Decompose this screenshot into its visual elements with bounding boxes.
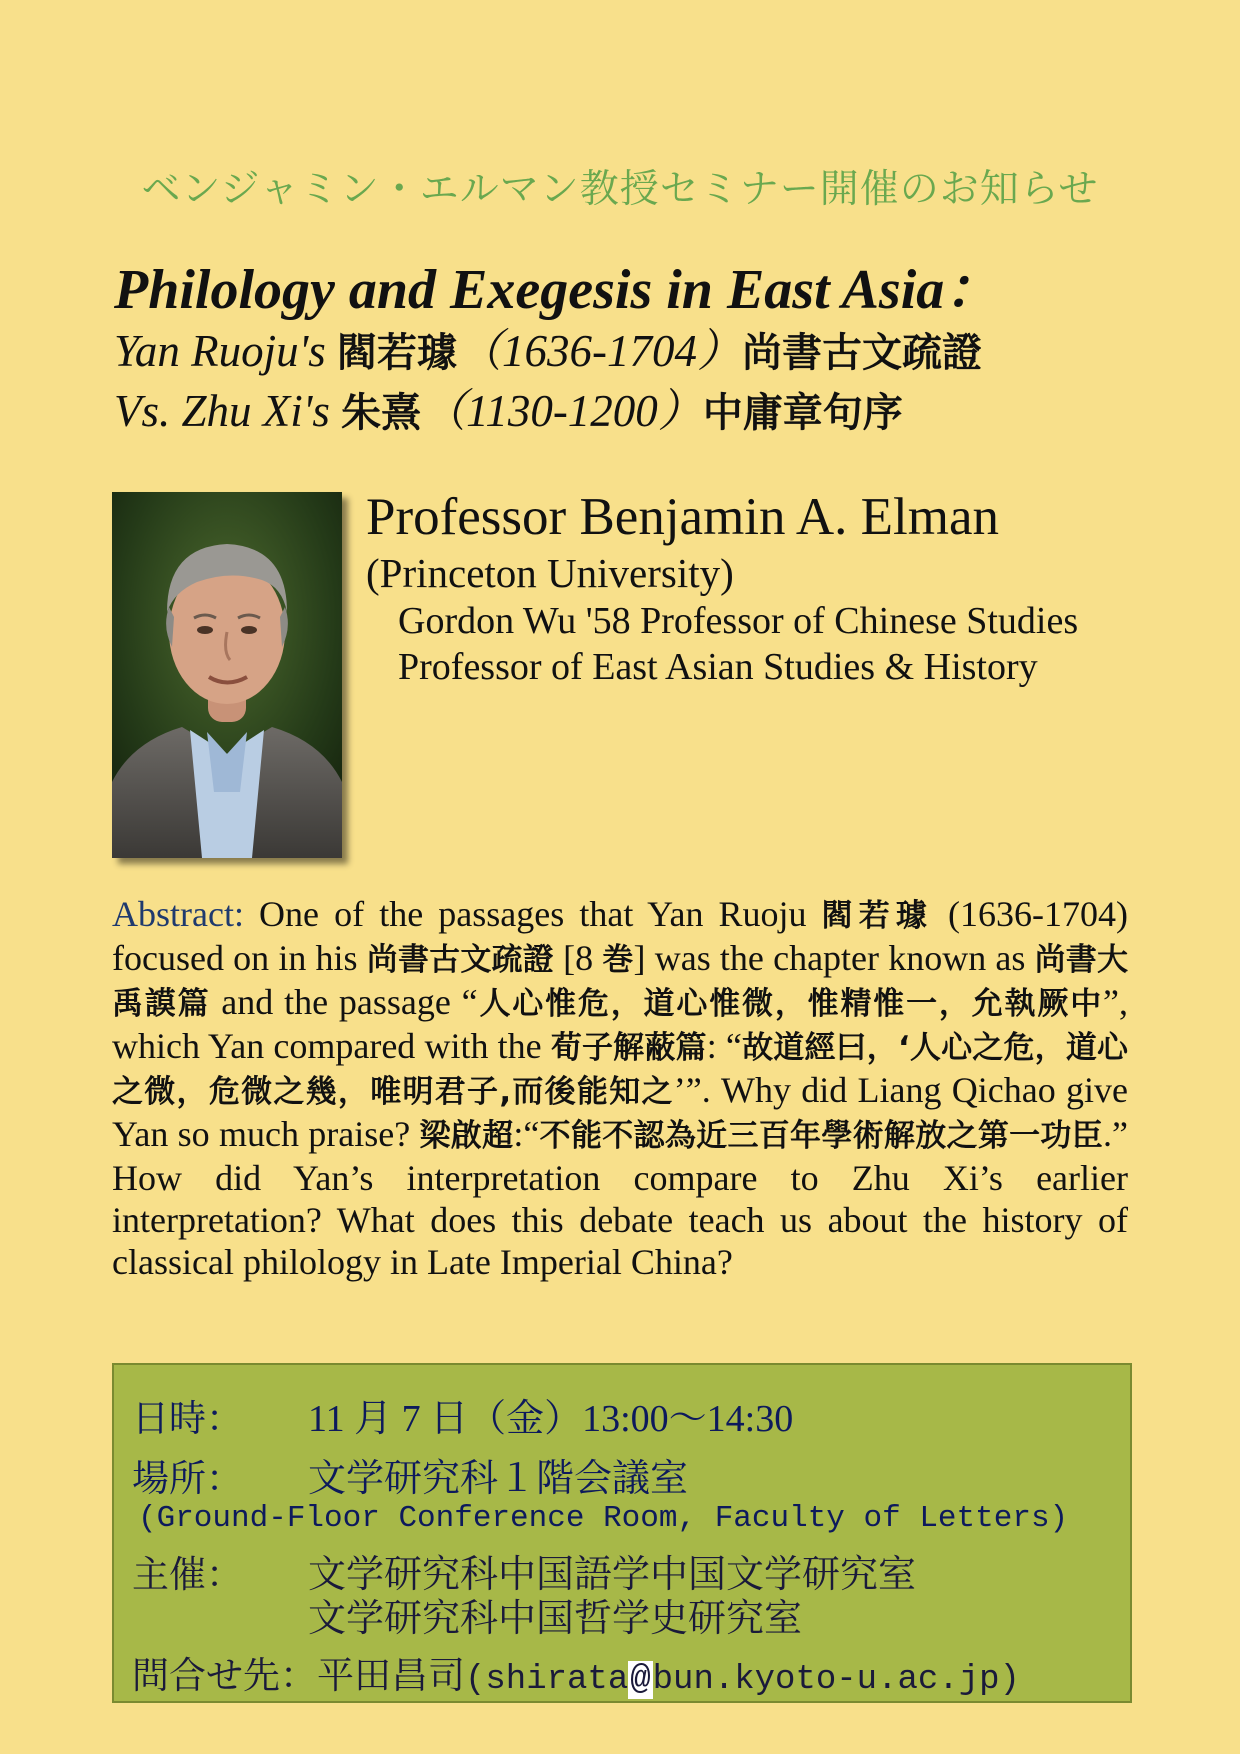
speaker-position-2: Professor of East Asian Studies & History — [398, 646, 1038, 688]
abstract-label: Abstract: — [112, 894, 244, 934]
abstract-cjk: 尚書古文疏證 — [366, 942, 554, 978]
speaker-affiliation: (Princeton University) — [366, 550, 734, 596]
contact-email-prefix: (shirata — [465, 1661, 629, 1699]
contact-label: 問合せ先： — [132, 1654, 317, 1697]
abstract-cjk: 荀子解蔽篇 — [550, 1030, 707, 1066]
date-row — [132, 1387, 793, 1442]
lecture-title-block — [114, 258, 1134, 442]
lecture-title: Philology and Exegesis in East Asia： — [114, 259, 1001, 321]
subtitle-yan-name: Yan Ruoju's — [114, 326, 326, 376]
speaker-portrait-photo — [112, 492, 342, 858]
abstract-paragraph — [112, 893, 1128, 1283]
abstract-cjk: 故道經曰，‘人心之危，道心之微，危微之幾，唯明君子,而後能知之 — [112, 1030, 1129, 1110]
contact-email-domain: bun.kyoto-u.ac.jp) — [652, 1661, 1020, 1699]
abstract-text: and the passage “ — [210, 982, 478, 1022]
subtitle-yan-work: 尚書古文疏證 — [742, 330, 983, 376]
subtitle-zhu-cjk: 朱熹 — [341, 390, 422, 436]
place-label: 場所： — [132, 1457, 243, 1500]
contact-row — [132, 1645, 1020, 1699]
abstract-text: :“ — [513, 1114, 540, 1154]
speaker-info — [366, 486, 1126, 690]
date-label: 日時： — [132, 1397, 243, 1440]
abstract-text: [8 — [553, 938, 603, 978]
abstract-text: ”, which Yan compared with the — [112, 982, 1129, 1066]
organizer-label: 主催： — [132, 1553, 243, 1596]
portrait-illustration — [112, 492, 342, 858]
organizer-value-2 — [308, 1587, 802, 1642]
abstract-cjk: 不能不認為近三百年學術解放之第一功臣 — [539, 1118, 1104, 1154]
place-english: (Ground-Floor Conference Room, Faculty of Letters) — [138, 1501, 1069, 1536]
abstract-text: One of the passages that Yan Ruoju — [243, 894, 822, 934]
abstract-text: .” How did Yan’s interpretation compare to Zhu Xi’s earlier interpretation? What does this debate teach us about the history of classical philology in Late Imperial China? — [112, 1114, 1128, 1282]
subtitle-zhu-name: Vs. Zhu Xi's — [114, 386, 330, 436]
abstract-cjk: 人心惟危，道心惟微，惟精惟一，允執厥中 — [477, 986, 1104, 1022]
abstract-text: ] was the chapter known as — [633, 938, 1035, 978]
subtitle-zhu-dates: （1130-1200） — [421, 386, 703, 436]
seminar-announcement-heading: ベンジャミン・エルマン教授セミナー開催のお知らせ — [141, 167, 1099, 212]
contact-name: 平田昌司 — [317, 1654, 465, 1697]
lecture-subtitle-line-1 — [114, 322, 1134, 382]
subtitle-yan-cjk: 閻若璩 — [337, 330, 458, 376]
place-row — [132, 1447, 688, 1502]
speaker-name: Professor Benjamin A. Elman — [366, 488, 999, 546]
subtitle-zhu-work: 中庸章句序 — [702, 390, 903, 436]
lecture-subtitle-line-2 — [114, 382, 1134, 442]
event-info-box — [112, 1363, 1132, 1703]
contact-email-at: @ — [630, 1661, 651, 1699]
abstract-text: (1636-1704) focused on in his — [112, 894, 1128, 978]
speaker-position-1: Gordon Wu '58 Professor of Chinese Studies — [398, 600, 1079, 642]
abstract-cjk: 閻若璩 — [821, 898, 933, 934]
abstract-text: ’”. Why did Liang Qichao give Yan so much praise? — [112, 1070, 1129, 1154]
date-value: 11 月 7 日（金）13:00〜14:30 — [308, 1398, 794, 1440]
abstract-cjk: 巻 — [602, 942, 634, 978]
place-value: 文学研究科１階会議室 — [308, 1456, 689, 1500]
organizer-value-1: 文学研究科中国語学中国文学研究室 — [308, 1552, 917, 1596]
organizer-value-2-text: 文学研究科中国哲学史研究室 — [308, 1596, 803, 1640]
abstract-cjk: 尚書大禹謨篇 — [112, 942, 1129, 1022]
abstract-cjk: 梁啟超 — [419, 1118, 514, 1154]
abstract-text: : “ — [706, 1026, 742, 1066]
subtitle-yan-dates: （1636-1704） — [457, 326, 743, 376]
